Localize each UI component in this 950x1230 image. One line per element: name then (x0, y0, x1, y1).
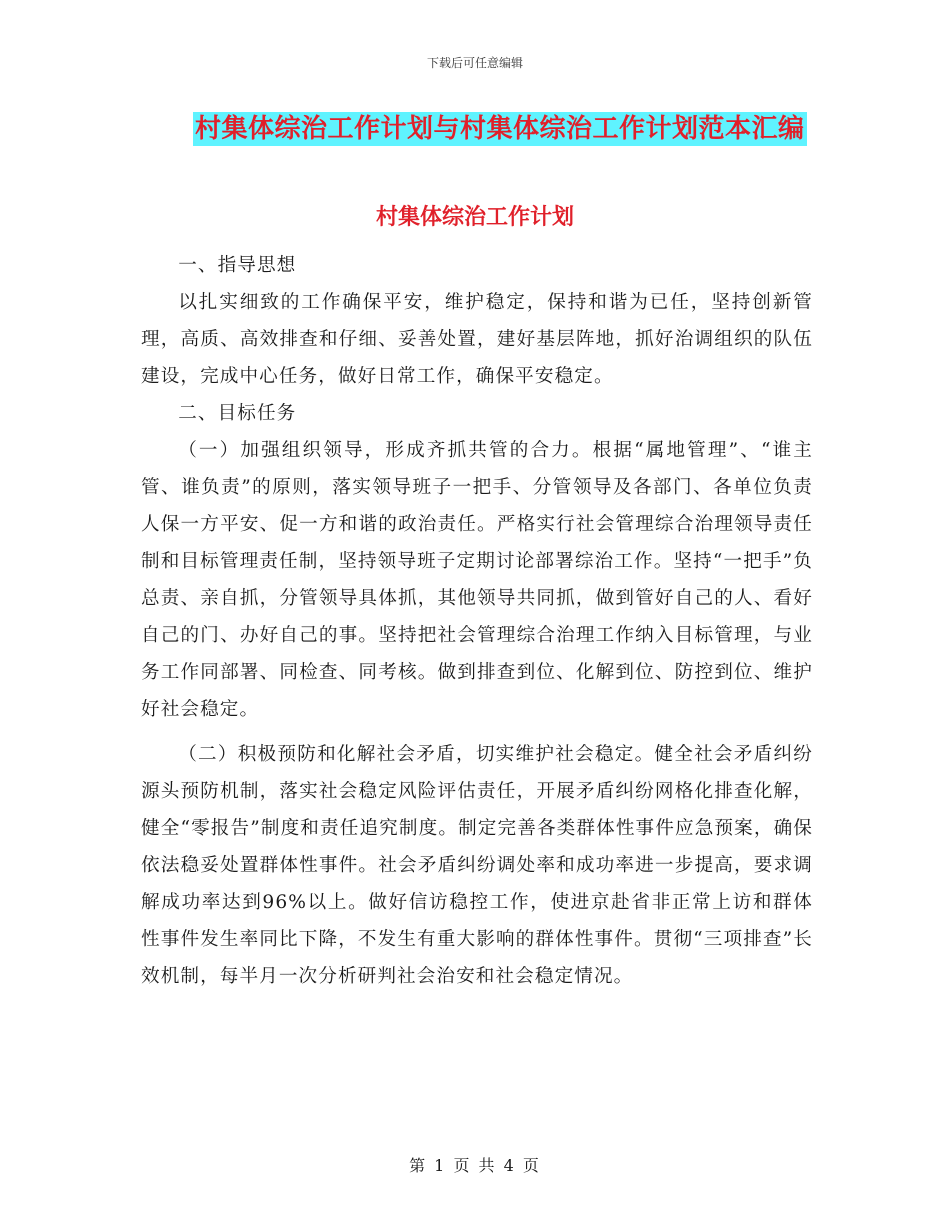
paragraph-guiding-ideology: 以扎实细致的工作确保平安，维护稳定，保持和谐为已任，坚持创新管理，高质、高效排查和仔细、妥善处置，建好基层阵地，抓好治调组织的队伍建设，完成中心任务，做好日常工作，确保平安稳定。 (141, 292, 813, 387)
section-title: 村集体综治工作计划 (375, 205, 574, 230)
document-body (141, 247, 813, 995)
paragraph-objective-2: （二）积极预防和化解社会矛盾，切实维护社会稳定。健全社会矛盾纠纷源头预防机制，落实社会稳定风险评估责任，开展矛盾纠纷网格化排查化解，健全“零报告”制度和责任追究制度。制定完善各类群体性事件应急预案，确保依法稳妥处置群体性事件。社会矛盾纠纷调处率和成功率进一步提高，要求调解成功率达到96%以上。做好信访稳控工作，使进京赴省非正常上访和群体性事件发生率同比下降，不发生有重大影响的群体性事件。贯彻“三项排查”长效机制，每半月一次分析研判社会治安和社会稳定情况。 (141, 744, 813, 987)
header-note: 下载后可任意编辑 (426, 56, 523, 70)
heading-guiding-ideology: 一、指导思想 (178, 255, 297, 276)
document-title: 村集体综治工作计划与村集体综治工作计划范本汇编 (195, 114, 805, 144)
page-number-footer: 第 1 页 共 4 页 (409, 1156, 541, 1175)
paragraph-objective-1: （一）加强组织领导，形成齐抓共管的合力。根据“属地管理”、“谁主管、谁负责”的原则，落实领导班子一把手、分管领导及各部门、各单位负责人保一方平安、促一方和谐的政治责任。严格实行社会管理综合治理领导责任制和目标管理责任制，坚持领导班子定期讨论部署综治工作。坚持“一把手”负总责、亲自抓，分管领导具体抓，其他领导共同抓，做到管好自己的人、看好自己的门、办好自己的事。坚持把社会管理综合治理工作纳入目标管理，与业务工作同部署、同检查、同考核。做到排查到位、化解到位、防控到位、维护好社会稳定。 (141, 440, 813, 720)
heading-objectives: 二、目标任务 (178, 403, 297, 424)
